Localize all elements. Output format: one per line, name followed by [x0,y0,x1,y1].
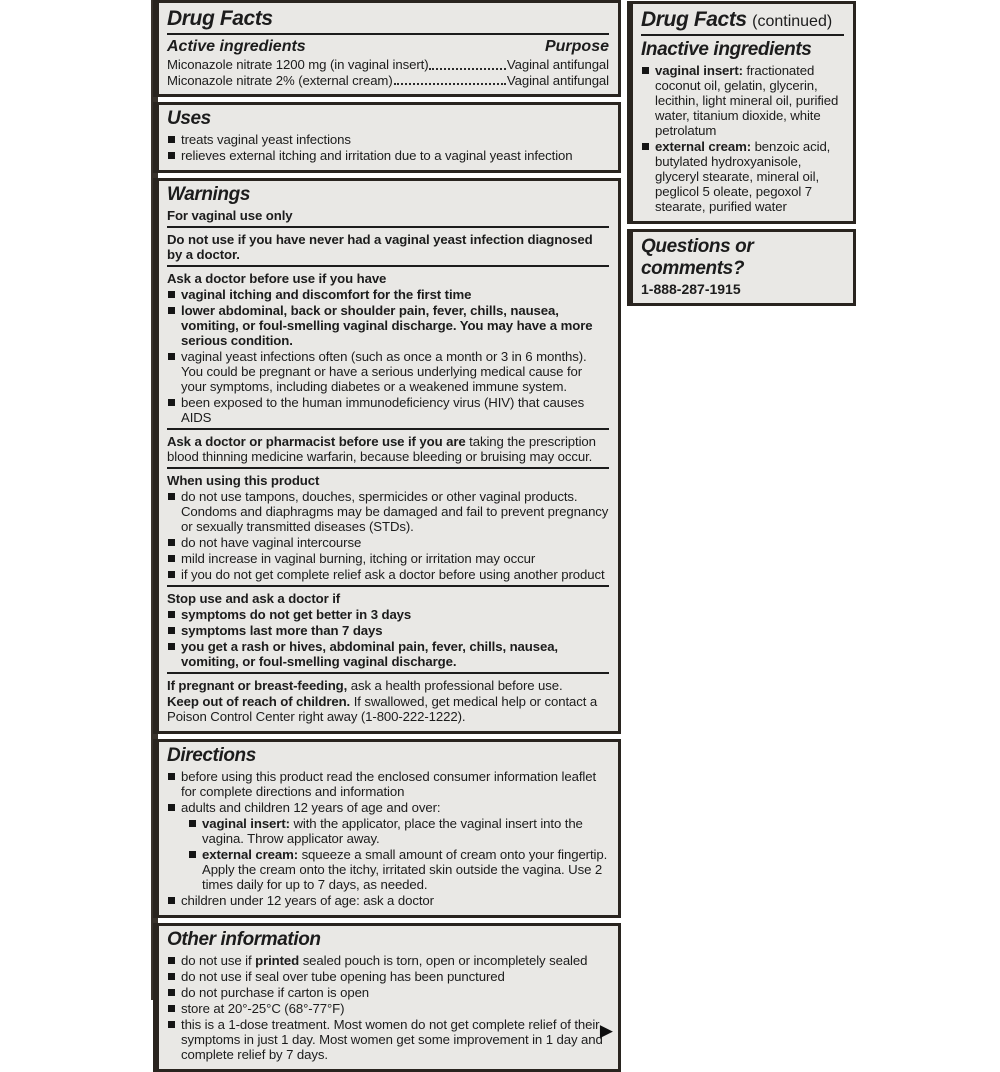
leader-dots [429,68,505,70]
section-divider [167,585,609,587]
bullet-square-icon [168,493,175,500]
bullet-square-icon [168,897,175,904]
list-item-text [181,489,609,534]
questions-phone: 1-888-287-1915 [641,281,741,297]
list-item [167,953,609,968]
bullet-square-icon [168,773,175,780]
bold-text: Ask a doctor or pharmacist before use if you are [167,434,466,449]
list-item-text [181,349,609,394]
ingredient-row [167,73,609,89]
bold-text: When using this product [167,473,320,488]
list-item-text [181,769,609,799]
list-item [167,969,609,984]
text: vaginal yeast infections often (such as once a month or 3 in 6 months). You could be pregnant or have a serious underlying medical cause for your symptoms, including diabetes or a weakened immune system. [181,349,587,394]
list-item [167,893,609,908]
list-item-text [181,953,609,968]
bold-text: external cream: [655,139,751,154]
bold-text: Do not use if you have never had a vaginal yeast infection diagnosed by a doctor. [167,232,593,262]
drug-facts-continued-title [641,8,844,32]
bullet-square-icon [189,851,196,858]
bold-text: vaginal insert: [655,63,743,78]
bullet-square-icon [168,555,175,562]
text: do not use if [181,953,256,968]
text: adults and children 12 years of age and over: [181,800,441,815]
ingredient-purpose: Vaginal antifungal [506,72,609,88]
list-item [167,535,609,550]
bullet-square-icon [168,152,175,159]
bullet-square-icon [189,820,196,827]
text: do not have vaginal intercourse [181,535,362,550]
bold-text: If pregnant or breast-feeding, [167,678,348,693]
list-item-text [181,969,609,984]
bullet-square-icon [168,399,175,406]
list-item-text [181,985,609,1000]
list-item-text [181,132,609,147]
list-item [167,349,609,394]
list-item [167,1017,609,1062]
ingredient-name: Miconazole nitrate 2% (external cream) [167,72,393,88]
list-item [188,816,609,846]
ingredient-row [167,57,609,73]
list-item [167,769,609,799]
text: squeeze a small amount of cream onto your fingertip. Apply the cream onto the itchy, irritated skin outside the vagina. Use 2 times daily for up to 7 days, as needed. [202,847,608,892]
purpose-label: Purpose [544,38,609,55]
text: ask a health professional before use. [347,678,563,693]
drug-facts-continued-panel [627,1,856,306]
sub-heading [167,473,609,488]
uses-title: Uses [167,108,211,129]
list-item-text [181,551,609,566]
list-item-text [181,148,609,163]
bold-text: symptoms last more than 7 days [181,623,383,638]
list-item-text [181,303,609,348]
active-ingredients-header [167,38,609,56]
other-information-title: Other information [167,929,321,950]
list-item [188,847,609,892]
bullet-square-icon [168,989,175,996]
text: sealed pouch is torn, open or incompletely sealed [299,953,588,968]
bullet-square-icon [168,957,175,964]
paragraph [167,434,609,464]
text: store at 20°-25°C (68°-77°F) [181,1001,345,1016]
title-divider [167,33,609,35]
inactive-ingredients-title: Inactive ingredients [641,39,812,60]
inactive-ingredients-list [641,63,844,214]
list-item [167,639,609,669]
list-item-text [181,1001,609,1016]
title-divider [641,34,844,36]
bold-text: you get a rash or hives, abdominal pain, fever, chills, nausea, vomiting, or foul-smelling vaginal discharge. [181,639,559,669]
directions-box [153,739,621,918]
list-item [167,567,609,582]
list-item [641,139,844,214]
list-item-text [655,139,844,214]
list-item [167,1001,609,1016]
bullet-square-icon [168,611,175,618]
list-item-text [181,623,609,638]
leader-dots [394,83,506,85]
list-item [167,800,609,815]
bullet-square-icon [642,67,649,74]
list-item-text [202,847,609,892]
list-item [167,303,609,348]
bullet-square-icon [168,1005,175,1012]
text: been exposed to the human immunodeficiency virus (HIV) that causes AIDS [181,395,585,425]
list-item-text [181,395,609,425]
continue-arrow-icon: ▶ [599,1021,613,1040]
list-item [167,148,609,163]
bold-text: For vaginal use only [167,208,293,223]
bullet-square-icon [168,353,175,360]
text: do not use if seal over tube opening has been punctured [181,969,505,984]
text: do not use tampons, douches, spermicides or other vaginal products. Condoms and diaphragms may be damaged and fail to prevent pregnancy or sexually transmitted diseases (STDs). [181,489,609,534]
ingredient-purpose: Vaginal antifungal [506,57,609,72]
list-item-text [655,63,844,138]
text: this is a 1-dose treatment. Most women do not get complete relief of their symptoms in just 1 day. Most women get some improvement in 1 day and complete relief by 7 days. [181,1017,603,1062]
list-item [167,607,609,622]
bold-text: lower abdominal, back or shoulder pain, fever, chills, nausea, vomiting, or foul-smelling vaginal discharge. You may have a more serious condition. [181,303,593,348]
list-item [167,287,609,302]
bullet-square-icon [642,143,649,150]
bullet-square-icon [168,307,175,314]
active-ingredients-label: Active ingredients [167,38,306,55]
list-item-text [202,816,609,846]
list-item-text [181,639,609,669]
questions-box [627,229,856,306]
list-item [167,489,609,534]
drug-facts-panel [153,0,621,1072]
sub-heading [167,591,609,606]
bold-text: vaginal itching and discomfort for the first time [181,287,472,302]
paragraph [167,694,609,724]
bold-text: Ask a doctor before use if you have [167,271,387,286]
text: relieves external itching and irritation due to a vaginal yeast infection [181,148,573,163]
text: benzoic acid, butylated hydroxyanisole, glyceryl stearate, mineral oil, peglicol 5 oleate, pegoxol 7 stearate, purified water [655,139,831,214]
bold-text: symptoms do not get better in 3 days [181,607,412,622]
bullet-square-icon [168,643,175,650]
active-ingredients-box [153,0,621,97]
bold-text: external cream: [202,847,298,862]
text: before using this product read the enclosed consumer information leaflet for complete directions and information [181,769,597,799]
list-item-text [181,535,609,550]
text: fractionated coconut oil, gelatin, glycerin, lecithin, light mineral oil, purified water, titanium dioxide, white petrolatum [655,63,839,138]
warnings-box [153,178,621,734]
questions-title: Questions or comments? [641,236,754,279]
paragraph [167,678,609,693]
list-item [167,623,609,638]
section-divider [167,467,609,469]
section-divider [167,226,609,228]
section-divider [167,428,609,430]
bold-text: Keep out of reach of children. [167,694,351,709]
paragraph [167,232,609,262]
bullet-square-icon [168,973,175,980]
list-item-text [181,567,609,582]
bold-text: printed [255,953,300,968]
text: children under 12 years of age: ask a doctor [181,893,434,908]
bold-text: vaginal insert: [202,816,290,831]
text: taking the prescription blood thinning medicine warfarin, because bleeding or bruising may occur. [167,434,596,464]
inactive-ingredients-box [627,1,856,224]
text: with the applicator, place the vaginal insert into the vagina. Throw applicator away. [202,816,583,846]
text: if you do not get complete relief ask a doctor before using another product [181,567,605,582]
list-item-text [181,893,609,908]
list-item-text [181,607,609,622]
section-divider [167,265,609,267]
warnings-title: Warnings [167,184,251,205]
list-item [167,395,609,425]
drug-facts-title: Drug Facts [167,7,273,30]
list-item [167,551,609,566]
section-divider [167,672,609,674]
active-ingredients-rows [167,57,609,88]
bullet-square-icon [168,804,175,811]
drug-facts-continued-title-text: Drug Facts [641,8,747,31]
continued-suffix: (continued) [752,13,833,30]
bold-text: Stop use and ask a doctor if [167,591,341,606]
list-item-text [181,1017,609,1062]
text: treats vaginal yeast infections [181,132,351,147]
uses-box [153,102,621,173]
bullet-square-icon [168,136,175,143]
bullet-square-icon [168,291,175,298]
bullet-square-icon [168,539,175,546]
text: mild increase in vaginal burning, itching or irritation may occur [181,551,536,566]
other-information-box [153,923,621,1072]
list-item-text [181,800,609,815]
list-item [167,985,609,1000]
sub-heading [167,271,609,286]
list-item [641,63,844,138]
bullet-square-icon [168,627,175,634]
directions-title: Directions [167,745,256,766]
text: do not purchase if carton is open [181,985,370,1000]
bullet-square-icon [168,1021,175,1028]
list-item-text [181,287,609,302]
list-item [167,132,609,147]
sub-heading [167,208,609,223]
ingredient-name: Miconazole nitrate 1200 mg (in vaginal insert) [167,57,429,72]
text: If swallowed, get medical help or contact a Poison Control Center right away (1-800-222-1222). [167,694,598,724]
bullet-square-icon [168,571,175,578]
